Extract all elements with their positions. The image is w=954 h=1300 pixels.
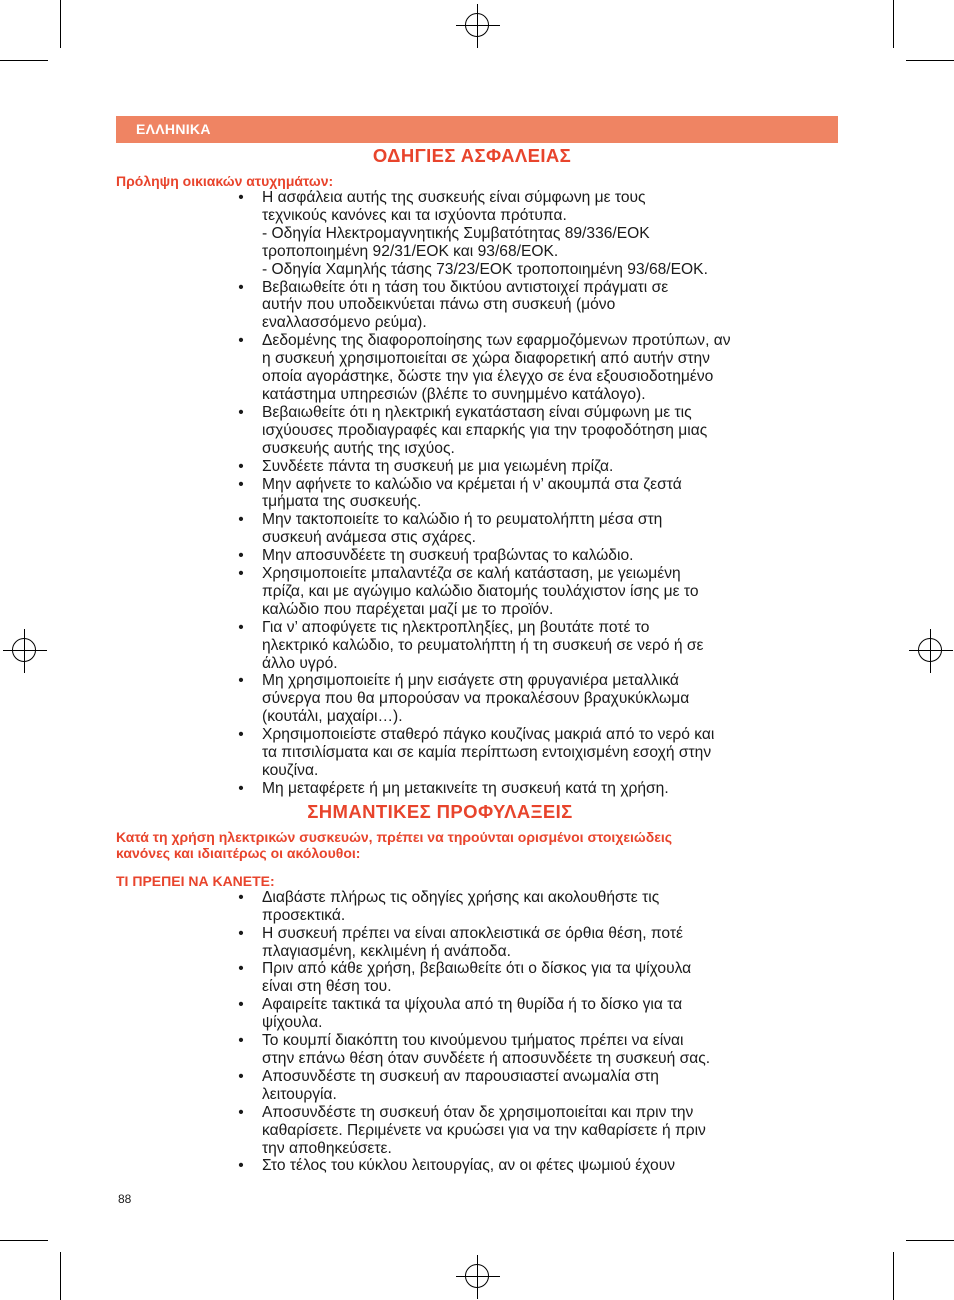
- list-item-text-line: ψίχουλα.: [262, 1014, 323, 1032]
- list-item: [116, 889, 838, 925]
- page-number: 88: [118, 1192, 132, 1206]
- bullet-marker: •: [238, 924, 244, 942]
- bullet-marker: •: [238, 332, 244, 350]
- list-item-text-line: εναλλασσόμενο ρεύμα).: [262, 314, 427, 332]
- list-item-text-line: - Οδηγία Ηλεκτρομαγνητικής Συμβατότητας 89/336/ΕΟΚ: [262, 224, 650, 242]
- language-label: ΕΛΛΗΝΙΚΑ: [136, 121, 211, 137]
- list-item: [116, 780, 838, 798]
- list-item-text-line: Αφαιρείτε τακτικά τα ψίχουλα από τη θυρίδα ή το δίσκο για τα: [262, 996, 683, 1014]
- list-item-text-line: ηλεκτρικό καλώδιο, το ρευματολήπτη ή τη συσκευή σε νερό ή σε: [262, 636, 704, 654]
- list-item-text-line: Χρησιμοποιείστε σταθερό πάγκο κουζίνας μακριά από το νερό και: [262, 726, 715, 744]
- list-item: [116, 458, 838, 476]
- page-content: [116, 145, 838, 1175]
- list-item: [116, 960, 838, 996]
- list-item-text-line: Δεδομένης της διαφοροποίησης των εφαρμοζόμενων προτύπων, αν: [262, 332, 731, 350]
- list-item-text-line: η συσκευή χρησιμοποιείται σε χώρα διαφορετική από αυτήν στην: [262, 350, 710, 368]
- bullet-marker: •: [238, 1157, 244, 1175]
- precautions-subheading: ΤΙ ΠΡΕΠΕΙ ΝΑ ΚΑΝΕΤΕ:: [116, 872, 275, 889]
- bullet-marker: •: [238, 1032, 244, 1050]
- safety-instructions-list: [116, 189, 838, 798]
- crop-mark: [906, 60, 954, 61]
- bullet-marker: •: [238, 565, 244, 583]
- crop-mark: [60, 0, 61, 48]
- list-item: [116, 672, 838, 726]
- list-item: [116, 1104, 838, 1158]
- crop-mark: [893, 0, 894, 48]
- list-item-text-line: Συνδέετε πάντα τη συσκευή με μια γειωμένη πρίζα.: [262, 457, 614, 475]
- list-item: [116, 404, 838, 458]
- list-item-text-line: Αποσυνδέστε τη συσκευή αν παρουσιαστεί ανωμαλία στη: [262, 1067, 659, 1085]
- list-item-text-line: - Οδηγία Χαμηλής τάσης 73/23/ΕΟΚ τροποποιημένη 93/68/ΕΟΚ.: [262, 260, 708, 278]
- bullet-marker: •: [238, 726, 244, 744]
- list-item: [116, 189, 838, 279]
- list-item-text-line: είναι στη θέση του.: [262, 978, 392, 996]
- list-item-text-line: κατάστημα υπηρεσιών (βλέπε το συνημμένο κατάλογο).: [262, 385, 646, 403]
- list-item: [116, 619, 838, 673]
- precautions-intro-line: κανόνες και ιδιαιτέρως οι ακόλουθοι:: [116, 844, 361, 861]
- list-item-text-line: καλώδιο που παρέχεται μαζί με το προϊόν.: [262, 600, 554, 618]
- list-item: [116, 279, 838, 333]
- list-item-text-line: συσκευή ανάμεσα στις σχάρες.: [262, 529, 476, 547]
- list-item-text-line: Μη χρησιμοποιείτε ή μην εισάγετε στη φρυγανιέρα μεταλλικά: [262, 672, 679, 690]
- bullet-marker: •: [238, 475, 244, 493]
- list-item-text-line: ισχύουσες προδιαγραφές και επαρκής για την τροφοδότηση μιας: [262, 421, 708, 439]
- bullet-marker: •: [238, 996, 244, 1014]
- list-item-text-line: πλαγιασμένη, κεκλιμένη ή ανάποδα.: [262, 942, 511, 960]
- bullet-marker: •: [238, 779, 244, 797]
- crop-mark: [0, 60, 48, 61]
- list-item-text-line: Χρησιμοποιείτε μπαλαντέζα σε καλή κατάσταση, με γειωμένη: [262, 565, 681, 583]
- list-item-text-line: στην επάνω θέση όταν συνδέετε ή αποσυνδέετε τη συσκευή σας.: [262, 1049, 711, 1067]
- list-item-text-line: Αποσυνδέστε τη συσκευή όταν δε χρησιμοποιείται και πριν την: [262, 1103, 694, 1121]
- list-item: [116, 996, 838, 1032]
- crop-mark: [60, 1252, 61, 1300]
- safety-subheading: Πρόληψη οικιακών ατυχημάτων:: [116, 173, 334, 189]
- language-header-bar: [116, 116, 838, 143]
- precautions-title: ΣΗΜΑΝΤΙΚΕΣ ΠΡΟΦΥΛΑΞΕΙΣ: [307, 800, 573, 822]
- registration-mark-left: [12, 638, 36, 662]
- list-item: [116, 726, 838, 780]
- crop-mark: [0, 1240, 48, 1241]
- list-item-text-line: λειτουργία.: [262, 1085, 337, 1103]
- list-item-text-line: τεχνικούς κανόνες και τα ισχύοντα πρότυπα.: [262, 206, 567, 224]
- list-item-text-line: τμήματα της συσκευής.: [262, 493, 422, 511]
- list-item-text-line: Πριν από κάθε χρήση, βεβαιωθείτε ότι ο δίσκος για τα ψίχουλα: [262, 960, 692, 978]
- bullet-marker: •: [238, 511, 244, 529]
- list-item: [116, 1032, 838, 1068]
- bullet-marker: •: [238, 1067, 244, 1085]
- precautions-list: [116, 889, 838, 1176]
- list-item: [116, 332, 838, 404]
- list-item-text-line: κουζίνα.: [262, 762, 319, 779]
- list-item: [116, 476, 838, 512]
- crop-mark: [893, 1252, 894, 1300]
- list-item-text-line: πρίζα, και με αγώγιμο καλώδιο διατομής τουλάχιστον ίσης με το: [262, 582, 699, 600]
- list-item-text-line: τροποποιημένη 92/31/ΕΟΚ και 93/68/ΕΟΚ.: [262, 242, 559, 260]
- list-item-text-line: Μη μεταφέρετε ή μη μετακινείτε τη συσκευή κατά τη χρήση.: [262, 779, 669, 797]
- precautions-intro-line: Κατά τη χρήση ηλεκτρικών συσκευών, πρέπει να τηρούνται ορισμένοι στοιχειώδεις: [116, 828, 673, 845]
- list-item: [116, 1068, 838, 1104]
- list-item-text-line: καθαρίσετε. Περιμένετε να κρυώσει για να την καθαρίσετε ή πριν: [262, 1121, 706, 1139]
- registration-mark-right: [918, 638, 942, 662]
- list-item-text-line: προσεκτικά.: [262, 906, 346, 924]
- list-item: [116, 547, 838, 565]
- list-item-text-line: Η ασφάλεια αυτής της συσκευής είναι σύμφωνη με τους: [262, 189, 646, 206]
- bullet-marker: •: [238, 547, 244, 565]
- list-item-text-line: (κουτάλι, μαχαίρι…).: [262, 708, 403, 726]
- list-item-text-line: Η συσκευή πρέπει να είναι αποκλειστικά σε όρθια θέση, ποτέ: [262, 924, 683, 942]
- list-item-text-line: τα πιτσιλίσματα και σε καμία περίπτωση εντοιχισμένη εσοχή στην: [262, 744, 712, 762]
- list-item: [116, 565, 838, 619]
- list-item-text-line: την αποθηκεύσετε.: [262, 1139, 392, 1157]
- list-item: [116, 925, 838, 961]
- precautions-intro: [116, 829, 838, 861]
- list-item-text-line: Βεβαιωθείτε ότι η ηλεκτρική εγκατάσταση είναι σύμφωνη με τις: [262, 403, 692, 421]
- list-item-text-line: οποία αγοράστηκε, δώστε την για έλεγχο σε ένα εξουσιοδοτημένο: [262, 368, 714, 386]
- list-item-text-line: Για ν’ αποφύγετε τις ηλεκτροπληξίες, μη βουτάτε ποτέ το: [262, 618, 650, 636]
- list-item-text-line: Το κουμπί διακόπτη του κινούμενου τμήματος πρέπει να είναι: [262, 1032, 684, 1050]
- bullet-marker: •: [238, 1103, 244, 1121]
- registration-mark-bottom: [465, 1264, 489, 1288]
- list-item-text-line: Διαβάστε πλήρως τις οδηγίες χρήσης και ακολουθήστε τις: [262, 888, 660, 906]
- list-item-text-line: Στο τέλος του κύκλου λειτουργίας, αν οι φέτες ψωμιού έχουν: [262, 1157, 676, 1175]
- bullet-marker: •: [238, 403, 244, 421]
- bullet-marker: •: [238, 618, 244, 636]
- list-item-text-line: Μην αποσυνδέετε τη συσκευή τραβώντας το καλώδιο.: [262, 547, 634, 565]
- bullet-marker: •: [238, 672, 244, 690]
- bullet-marker: •: [238, 960, 244, 978]
- list-item: [116, 511, 838, 547]
- bullet-marker: •: [238, 457, 244, 475]
- list-item-text-line: άλλο υγρό.: [262, 654, 338, 672]
- list-item: [116, 1157, 838, 1175]
- crop-mark: [906, 1240, 954, 1241]
- list-item-text-line: σύνεργα που θα μπορούσαν να προκαλέσουν βραχυκύκλωμα: [262, 690, 690, 708]
- list-item-text-line: Μην τακτοποιείτε το καλώδιο ή το ρευματολήπτη μέσα στη: [262, 511, 663, 529]
- bullet-marker: •: [238, 278, 244, 296]
- list-item-text-line: αυτήν που υποδεικνύεται πάνω στη συσκευή (μόνο: [262, 296, 616, 314]
- list-item-text-line: Μην αφήνετε το καλώδιο να κρέμεται ή ν’ ακουμπά στα ζεστά: [262, 475, 682, 493]
- list-item-text-line: συσκευής αυτής της ισχύος.: [262, 439, 455, 457]
- registration-mark-top: [465, 13, 489, 37]
- list-item-text-line: Βεβαιωθείτε ότι η τάση του δικτύου αντιστοιχεί πράγματι σε: [262, 278, 669, 296]
- safety-title: ΟΔΗΓΙΕΣ ΑΣΦΑΛΕΙΑΣ: [372, 145, 572, 166]
- bullet-marker: •: [238, 888, 244, 906]
- bullet-marker: •: [238, 189, 244, 206]
